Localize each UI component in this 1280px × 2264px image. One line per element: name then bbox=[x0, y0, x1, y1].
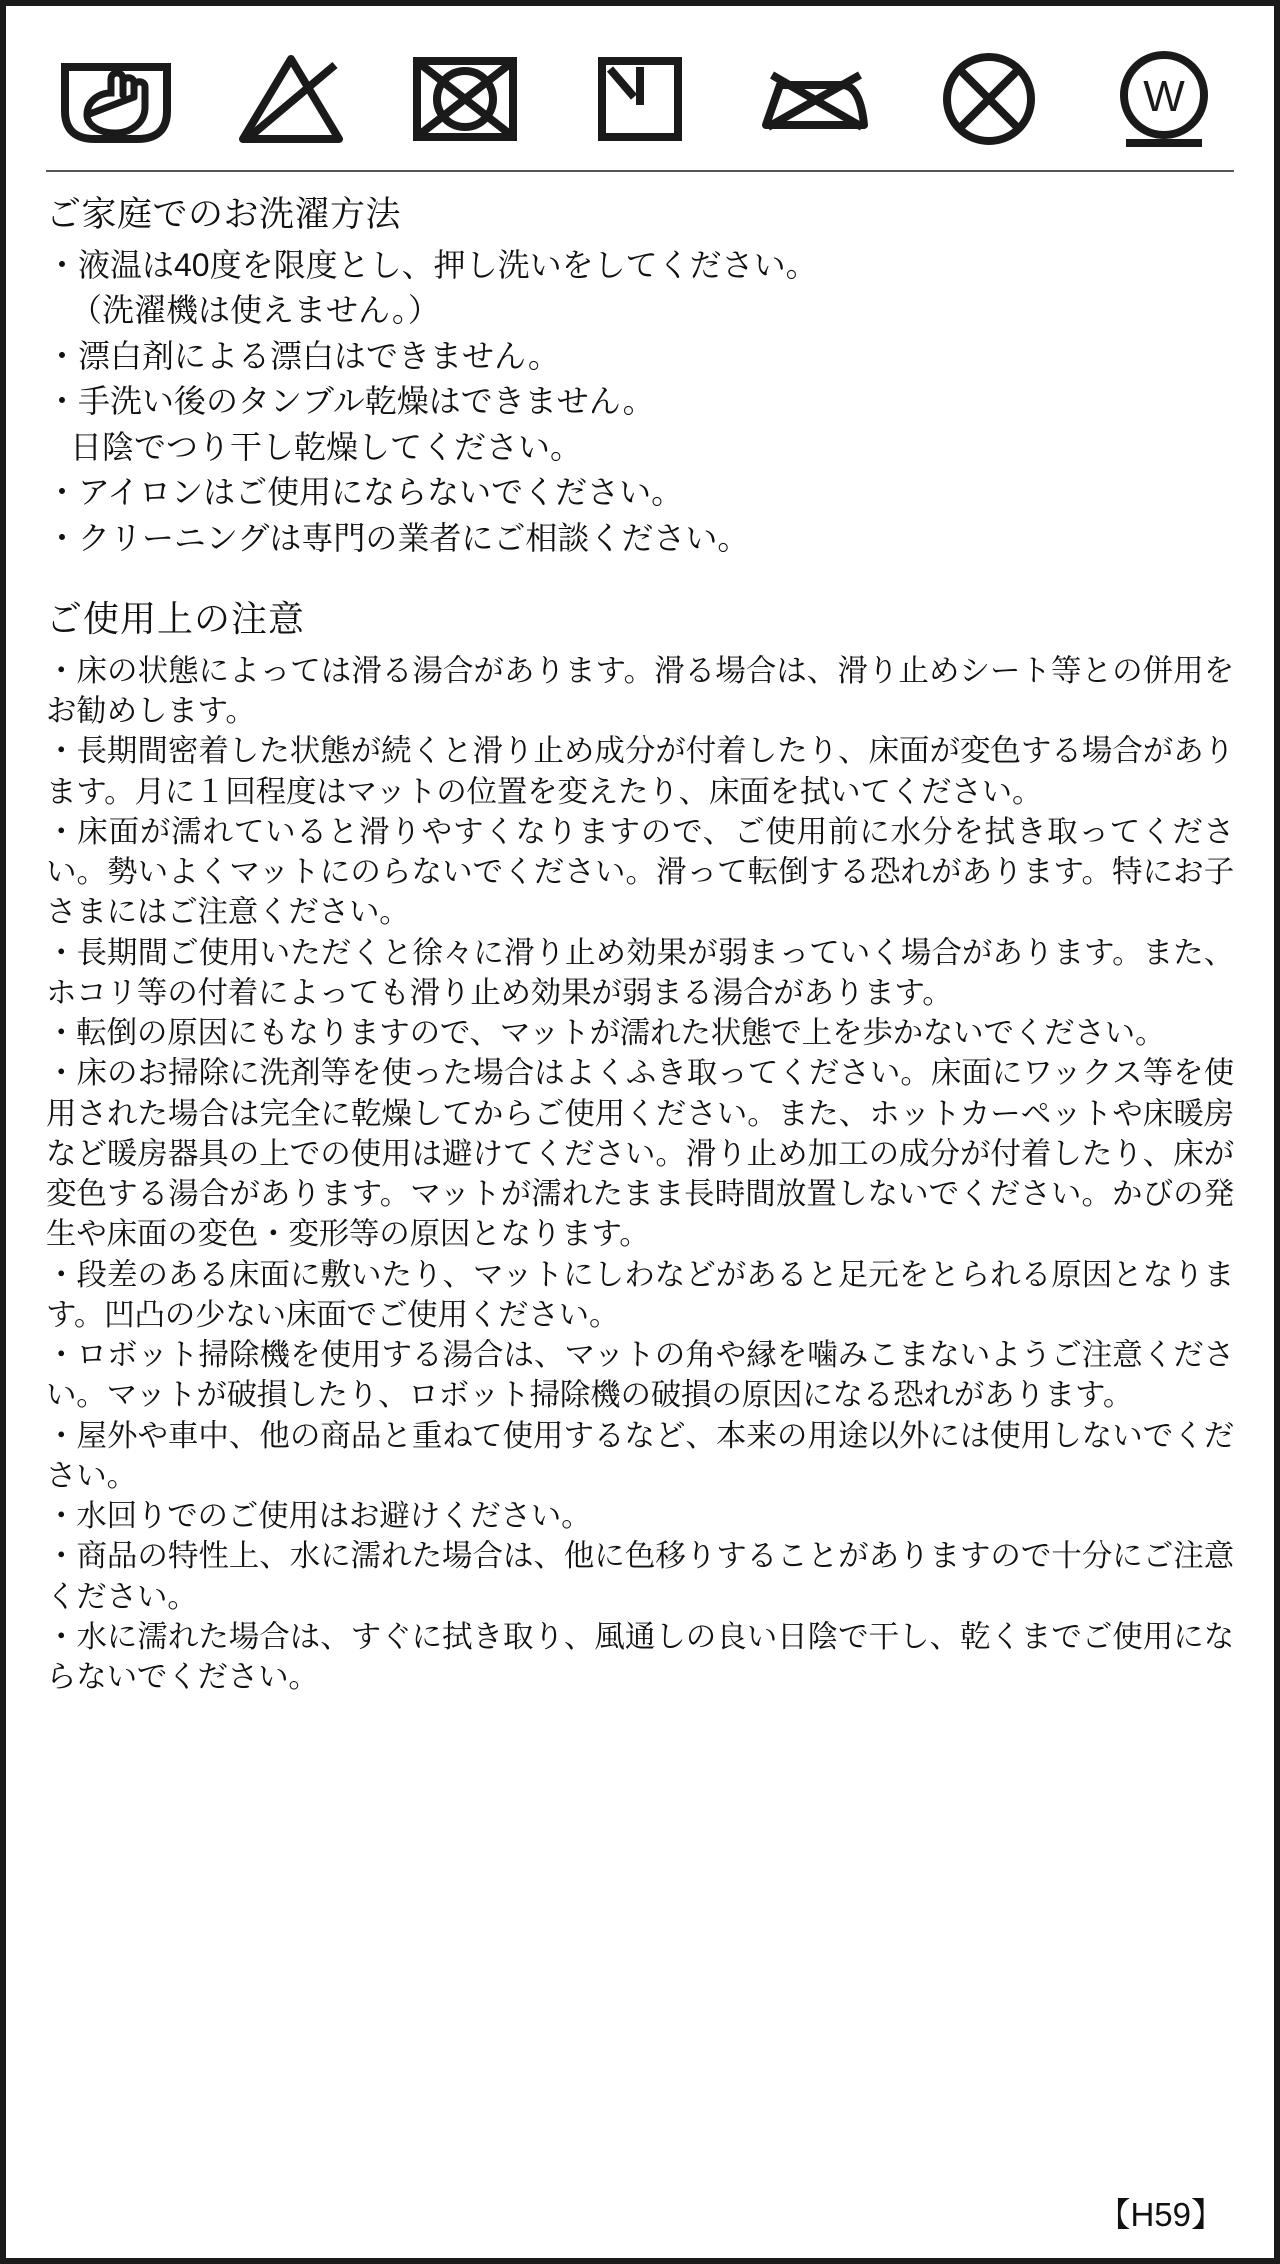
no-dry-clean-icon bbox=[927, 44, 1051, 154]
svg-text:W: W bbox=[1143, 72, 1185, 121]
care-line: ・クリーニングは専門の業者にご相談ください。 bbox=[46, 519, 750, 556]
usage-note-item: ・床面が濡れていると滑りやすくなりますので、ご使用前に水分を拭き取ってください。勢いよくマットにのらないでください。滑って転倒する恐れがあります。特にお子さまにはご注意ください。 bbox=[46, 814, 1234, 930]
usage-note-item: ・床の状態によっては滑る湯合があります。滑る場合は、滑り止めシート等との併用をお勧めします。 bbox=[46, 653, 1234, 729]
care-line: ・手洗い後のタンブル乾燥はできません。 bbox=[46, 383, 655, 420]
usage-notes-section bbox=[40, 592, 1240, 1697]
no-bleach-triangle-icon bbox=[229, 44, 353, 154]
usage-note-item: ・ロボット掃除機を使用する湯合は、マットの角や縁を噛みこまないようご注意ください。マットが破損したり、ロボット掃除機の破損の原因になる恐れがあります。 bbox=[46, 1338, 1234, 1413]
header-divider bbox=[46, 170, 1234, 172]
usage-note-item: ・商品の特性上、水に濡れた場合は、他に色移りすることがありますので十分にご注意ください。 bbox=[46, 1539, 1234, 1614]
label-code: 【H59】 bbox=[1097, 2196, 1224, 2233]
usage-note-item: ・水回りでのご使用はお避けください。 bbox=[46, 1499, 592, 1534]
care-symbol-row bbox=[40, 32, 1240, 160]
care-line: 日陰でつり干し乾燥してください。 bbox=[70, 428, 583, 465]
care-line: （洗濯機は使えません。） bbox=[70, 292, 440, 329]
usage-notes-title: ご使用上の注意 bbox=[46, 598, 306, 640]
usage-note-item: ・段差のある床面に敷いたり、マットにしわなどがあると足元をとられる原因となります。凹凸の少ない床面でご使用ください。 bbox=[46, 1257, 1234, 1332]
usage-note-item: ・転倒の原因にもなりますので、マットが濡れた状態で上を歩かないでください。 bbox=[46, 1016, 1166, 1051]
care-line: ・アイロンはご使用にならないでください。 bbox=[46, 474, 684, 511]
drip-dry-in-shade-icon bbox=[578, 44, 702, 154]
usage-note-item: ・床のお掃除に洗剤等を使った場合はよくふき取ってください。床面にワックス等を使用された場合は完全に乾燥してからご使用ください。また、ホットカーペットや床暖房など暖房器具の上での使用は避けてください。滑り止め加工の成分が付着したり、床が変色する湯合があります。マットが濡れたまま長時間放置しないでください。かびの発生や床面の変色・変形等の原因となります。 bbox=[46, 1056, 1234, 1252]
no-tumble-dry-icon bbox=[403, 44, 527, 154]
hand-wash-40-icon bbox=[54, 44, 178, 154]
usage-note-item: ・水に濡れた場合は、すぐに拭き取り、風通しの良い日陰で干し、乾くまでご使用にならないでください。 bbox=[46, 1619, 1234, 1695]
care-instructions-title: ご家庭でのお洗濯方法 bbox=[46, 195, 402, 234]
care-instructions-section bbox=[40, 188, 1240, 562]
usage-note-item: ・長期間ご使用いただくと徐々に滑り止め効果が弱まっていく場合があります。また、ホコリ等の付着によっても滑り止め効果が弱まる湯合があります。 bbox=[46, 935, 1234, 1010]
usage-note-item: ・長期間密着した状態が続くと滑り止め成分が付着したり、床面が変色する場合があります。月に１回程度はマットの位置を変えたり、床面を拭いてください。 bbox=[46, 734, 1234, 809]
usage-note-item: ・屋外や車中、他の商品と重ねて使用するなど、本来の用途以外には使用しないでください。 bbox=[46, 1418, 1234, 1493]
care-line: ・液温は40度を限度とし、押し洗いをしてください。 bbox=[46, 246, 818, 283]
wet-clean-w-icon bbox=[1102, 44, 1226, 154]
care-line: ・漂白剤による漂白はできません。 bbox=[46, 337, 560, 374]
no-iron-icon bbox=[753, 44, 877, 154]
